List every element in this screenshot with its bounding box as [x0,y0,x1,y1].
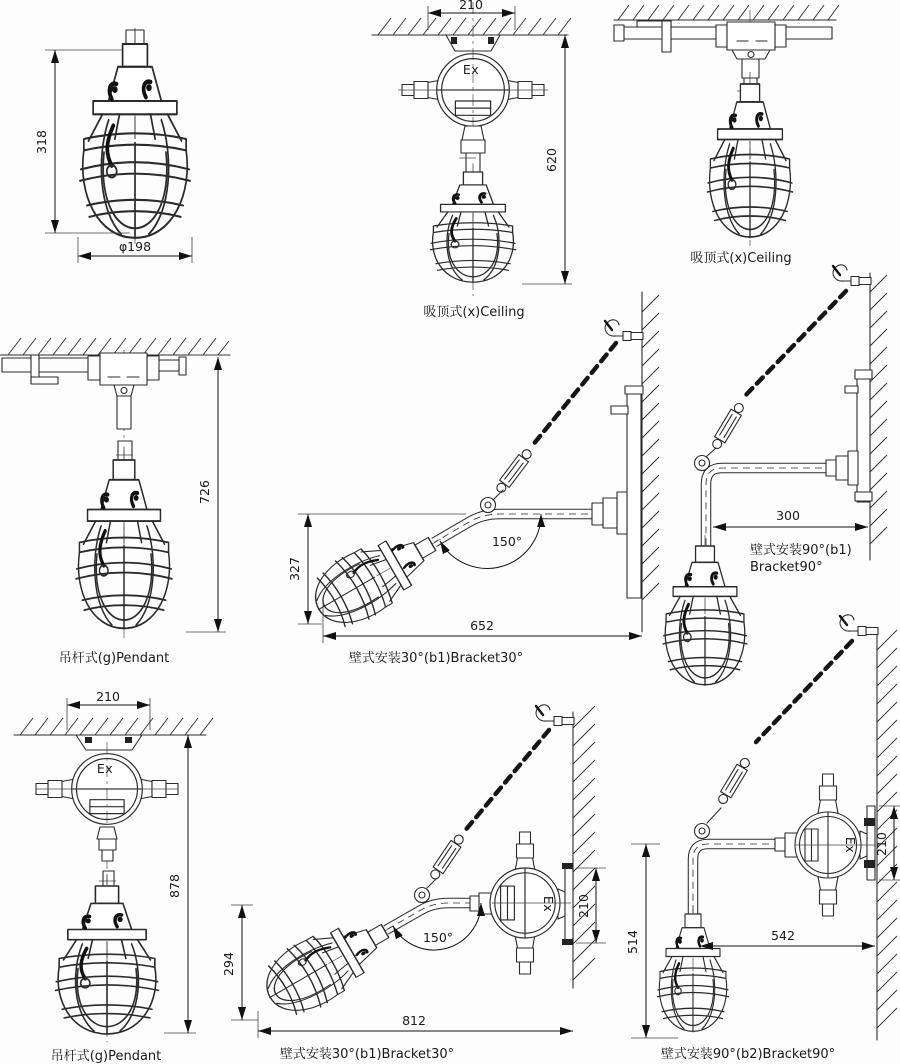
figure-caption: 壁式安装30°(b1)Bracket30° [348,651,524,666]
bracket-pipe-centerline [693,844,793,916]
lamp-icon [56,874,159,1041]
angle-value: 150° [491,534,523,549]
chain [463,730,549,833]
ceiling-hatch [618,5,839,20]
flange-coupling [775,838,785,851]
figure-caption: 吊杆式(g)Pendant [58,651,170,666]
eye-ring [415,888,430,903]
pendant-rod [118,441,132,460]
bracket-pipe [706,468,830,548]
angle-value: 150° [422,930,454,945]
conduit-stub-top [818,774,838,813]
wall-mount-plate [565,868,573,942]
figure-bracket90-b1 [663,265,887,692]
wall-plate-pin [845,386,858,393]
ex-marking: Ex [541,895,556,913]
figure-caption: 吊杆式(g)Pendant [50,1049,162,1064]
pendant-rod [117,396,131,429]
dimension-value: 294 [221,952,236,976]
wall-flange [617,492,627,534]
wall-hatch [642,295,659,600]
figure-caption-en: Bracket90° [750,560,823,575]
dimension-value: 812 [402,1013,426,1028]
angle-bracket-foot [31,377,58,384]
conduit-stub-bottom [515,935,535,974]
figure-caption: 吸顶式(x)Ceiling [423,305,525,320]
ex-marking: Ex [843,836,858,854]
coupling [99,839,116,850]
wall-plate-cap [855,370,872,379]
chain-link [707,808,721,823]
dimension-value: 542 [771,928,795,943]
wall-plate-pin [611,406,628,414]
angle-arc [440,514,541,568]
flange-coupling [603,498,617,528]
bracket-pipe [706,468,830,548]
dimension-value: 210 [96,689,120,704]
coupling [461,140,485,153]
flange-coupling [826,460,836,476]
figure-ceiling-exbox [372,0,572,320]
flange-coupling [470,896,479,911]
lamp-icon [80,29,190,248]
swivel [114,385,134,396]
lamp-icon [76,447,172,637]
tee-box [100,353,147,385]
bolt [85,737,92,743]
conduit-stub-top [515,832,535,871]
dimension-value: 878 [167,874,182,898]
wall-hook-icon [536,705,574,726]
figure-bracket90-b2-exbox [625,615,900,1062]
chain [532,343,616,446]
wall-hook-icon [605,320,643,341]
ex-marking: Ex [96,761,114,776]
ex-marking: Ex [462,62,480,77]
bracket-pipe [693,844,790,914]
flange-coupling [836,456,848,480]
lamp-icon [707,72,792,245]
swivel [97,827,117,839]
wall-hatch [870,275,887,544]
dimension-value: 210 [874,832,889,856]
wall-hook-icon [833,265,871,286]
pipe-coupling [716,25,727,47]
figure-bracket30-exbox [221,705,606,1062]
wall-plate [857,372,870,502]
mount-cleat [562,939,573,945]
tee-box [727,22,775,50]
mount-cleat [864,818,875,826]
wall-hatch [573,706,595,980]
pipe-coupling [147,356,159,380]
dimension-value: 210 [576,894,591,918]
angle-bracket-leg [662,21,671,52]
swivel [462,126,484,140]
dimension-value: 327 [287,557,302,581]
dimension-value: 300 [776,508,800,523]
figure-caption-cn: 壁式安装90°(b1) [750,543,852,558]
chain-link [706,448,716,457]
pipe-coupling [775,25,786,47]
pendant-rod [102,850,113,861]
wall-plate-cap [855,492,872,501]
dimension-value: 620 [544,148,559,172]
pipe-end-cap [179,357,186,375]
lamp-icon [658,905,729,1037]
mounting-pipe [2,358,100,372]
flange-coupling [592,503,603,525]
ceiling-hatch [378,18,571,35]
chain [756,641,852,742]
turnbuckle-icon [710,401,747,451]
pipe-right [159,360,181,371]
ceiling-hatch [20,718,213,735]
figure-lamp-front-view [34,28,192,263]
stem [742,59,759,78]
dimension-value: 514 [625,930,640,954]
conduit-stub-bottom [818,877,838,916]
dimension-value: φ198 [118,239,152,254]
chain-link [427,879,436,888]
wall-plate-cap [625,386,643,394]
lamp-icon [663,535,747,691]
wall-flange [848,451,858,485]
bracket-pipe-centerline [706,468,834,550]
dimension-value: 210 [459,0,483,12]
figure-caption: 壁式安装30°(b1)Bracket30° [279,1047,455,1062]
dimension-value: 726 [197,480,212,504]
pendant-rod [103,871,114,886]
turnbuckle-icon [428,833,466,882]
figure-pendant-exbox [14,689,213,1064]
mount-cleat [864,860,875,868]
figure-caption: 吸顶式(x)Ceiling [690,251,792,266]
bolt [451,37,457,44]
chain [742,291,846,399]
figure-ceiling-beam [614,5,839,266]
wall-plate [627,388,641,598]
figure-pendant [0,338,230,666]
eye-ring [695,456,710,471]
lamp-icon [248,897,411,1030]
wall-hook-icon [840,615,878,636]
bolt [125,737,132,743]
dimension-value: 318 [34,130,49,154]
figure-bracket30 [287,292,659,666]
bracket-pipe [693,844,790,914]
eye-ring [695,824,710,839]
turnbuckle-icon [494,447,534,495]
lamp-icon [297,510,458,642]
pipe-coupling [88,356,100,380]
turnbuckle-icon [716,756,753,806]
lamp-icon [430,163,515,287]
dimension-value: 652 [470,618,494,633]
bolt [488,37,494,44]
mount-cleat [562,863,573,869]
pipe-end-cap [614,25,624,41]
figure-caption: 壁式安装90°(b2)Bracket90° [660,1047,836,1062]
